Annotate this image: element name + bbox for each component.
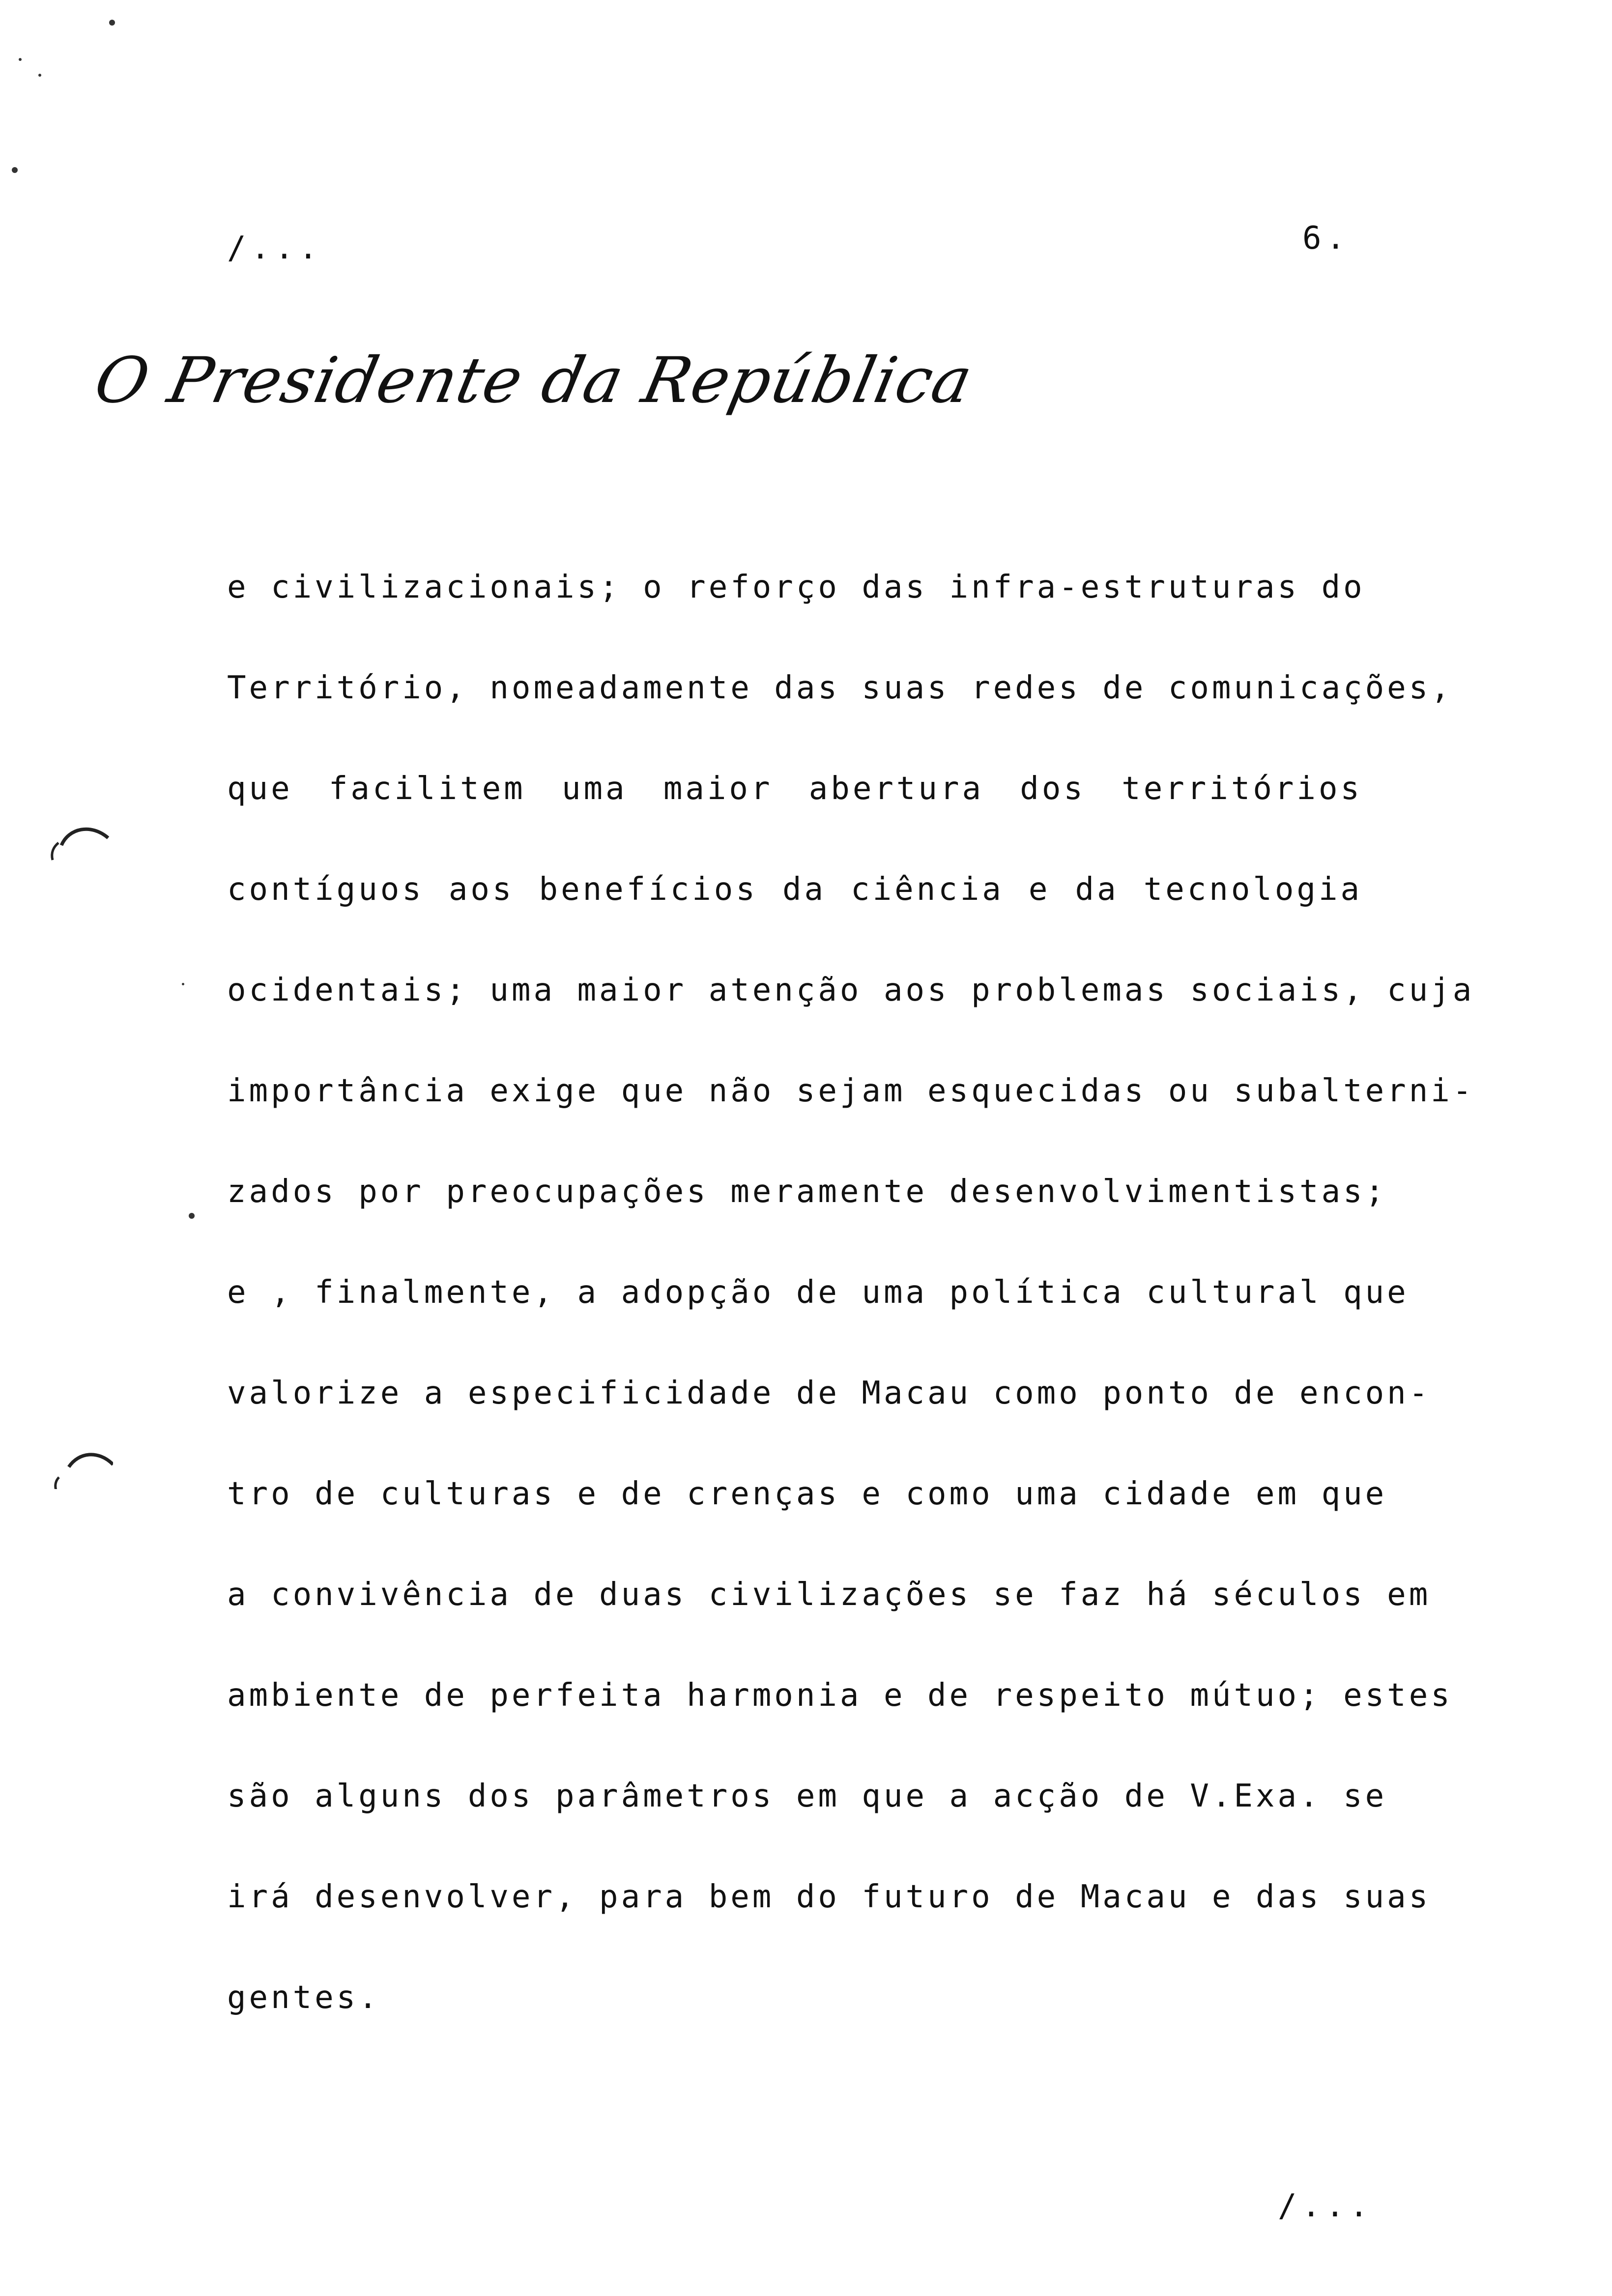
scan-speck [19, 58, 22, 61]
margin-punch-mark-icon [47, 818, 111, 862]
continuation-marker-top: /... [227, 230, 323, 266]
body-line: zados por preocupações meramente desenvolvimentistas; [227, 1174, 1387, 1210]
body-text [227, 565, 1475, 2076]
body-line: contíguos aos benefícios da ciência e da tecnologia [227, 871, 1362, 908]
body-line: valorize a especificidade de Macau como ponto de encon- [227, 1375, 1431, 1411]
body-line: a convivência de duas civilizações se faz há séculos em [227, 1577, 1431, 1613]
body-line: e , finalmente, a adopção de uma política cultural que [227, 1274, 1409, 1311]
margin-punch-mark-icon [49, 1445, 113, 1489]
body-line: são alguns dos parâmetros em que a acção de V.Exa. se [227, 1778, 1387, 1814]
page-number: 6. [1302, 220, 1351, 257]
body-line-last: gentes. [227, 1980, 380, 2016]
body-line: Território, nomeadamente das suas redes de comunicações, [227, 670, 1453, 706]
body-line: tro de culturas e de crenças e como uma cidade em que [227, 1476, 1387, 1512]
body-line: ocidentais; uma maior atenção aos problemas sociais, cuja [227, 972, 1475, 1008]
letterhead-title: O Presidente da República [88, 344, 979, 417]
scan-speck [109, 20, 115, 26]
body-line: irá desenvolver, para bem do futuro de Macau e das suas [227, 1879, 1431, 1915]
scan-speck [189, 1213, 195, 1219]
body-line: importância exige que não sejam esquecidas ou subalterni- [227, 1073, 1475, 1109]
scan-speck [12, 167, 18, 173]
scan-speck [38, 74, 41, 77]
scan-speck [182, 983, 184, 985]
body-line: que facilitem uma maior abertura dos territórios [227, 771, 1362, 807]
body-line: e civilizacionais; o reforço das infra-estruturas do [227, 569, 1365, 605]
body-line: ambiente de perfeita harmonia e de respeito mútuo; estes [227, 1677, 1453, 1714]
continuation-marker-bottom: /... [1278, 2188, 1374, 2224]
